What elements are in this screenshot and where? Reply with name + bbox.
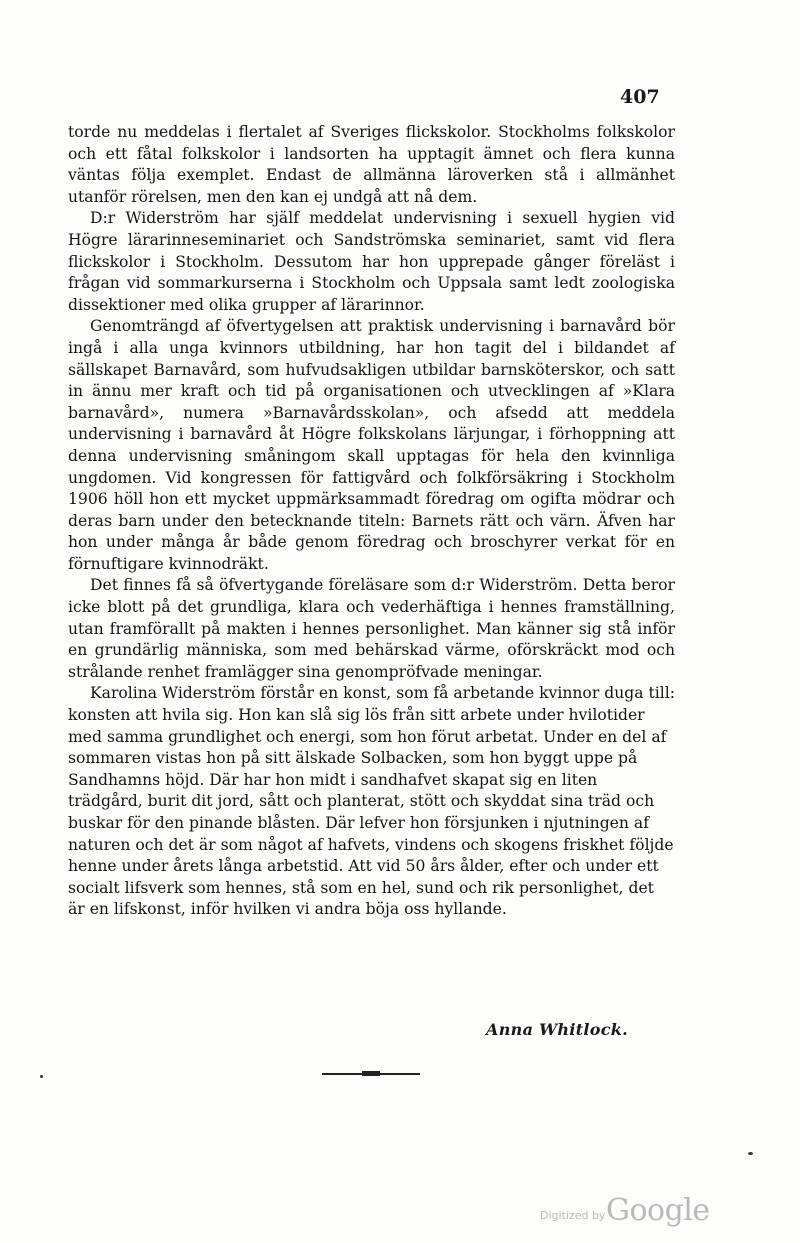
section-end-ornament <box>322 1071 420 1077</box>
paragraph-3: Genomträngd af öfvertygelsen att praktisk undervisning i barnavård bör ingå i alla unga kvinnors utbildning, har hon tagit del i bildandet af sällskapet Barnavård, som hufvudsakligen utbildar barnsköterskor, och satt in ännu mer kraft och tid på organisationen och utvecklingen af »Klara barnavård», numera »Barnavårdsskolan», och afsedd att meddela undervisning i barnavård åt Högre folkskolans lärjungar, i förhoppning att denna undervisning småningom skall upptagas för hela den kvinnliga ungdomen. Vid kongressen för fattigvård och folkförsäkring i Stockholm 1906 höll hon ett mycket uppmärksammadt föredrag om ogifta mödrar och deras barn under den betecknande titeln: Barnets rätt och värn. Äfven har hon under många år både genom föredrag och broschyrer verkat för en förnuftigare kvinnodräkt. <box>68 317 675 573</box>
paragraph-4: Det finnes få så öfvertygande föreläsare som d:r Widerström. Detta beror icke blott på det grundliga, klara och vederhäftiga i hennes framställning, utan framförallt på makten i hennes personlighet. Man känner sig stå inför en grundärlig människa, som med behärskad värme, oförskräckt mod och strålande renhet framlägger sina genompröfvade meningar. <box>68 576 675 681</box>
watermark-prefix: Digitized by <box>540 1209 606 1222</box>
ornament-dash <box>362 1071 380 1076</box>
body-text <box>68 122 675 921</box>
watermark-brand-logo: Google <box>606 1193 710 1228</box>
print-speck <box>40 1075 43 1078</box>
paragraph-1: torde nu meddelas i flertalet af Sveriges flickskolor. Stockholms folkskolor och ett fåtal folkskolor i landsorten ha upptagit ämnet och flera kunna väntas följa exemplet. Endast de allmänna läroverken stå i allmänhet utanför rörelsen, men den kan ej undgå att nå dem. <box>68 123 675 206</box>
paragraph-5: Karolina Widerström förstår en konst, som få arbetande kvinnor duga till: konsten att hvila sig. Hon kan slå sig lös från sitt arbete under hvilotider med samma grundlighet och energi, som hon förut arbetat. Under en del af sommaren vistas hon på sitt älskade Solbacken, som hon byggt uppe på Sandhamns höjd. Där har hon midt i sandhafvet skapat sig en liten trädgård, burit dit jord, sått och planterat, stött och skyddat sina träd och buskar för den pinande blåsten. Där lefver hon försjunken i njutningen af naturen och det är som något af hafvets, vindens och skogens friskhet följde henne under årets långa arbetstid. Att vid 50 års ålder, efter och under ett socialt lifsverk som hennes, stå som en hel, sund och rik personlighet, det är en lifskonst, inför hvilken vi andra böja oss hyllande. <box>68 684 675 919</box>
digitized-watermark <box>540 1188 710 1228</box>
print-speck <box>748 1152 753 1155</box>
page-number: 407 <box>620 86 660 108</box>
author-signature: Anna Whitlock. <box>486 1020 629 1039</box>
paragraph-2: D:r Widerström har själf meddelat undervisning i sexuell hygien vid Högre lärarinneseminariet och Sandströmska seminariet, samt vid flera flickskolor i Stockholm. Dessutom har hon upprepade gånger föreläst i frågan vid sommarkurserna i Stockholm och Uppsala samt ledt zoologiska dissektioner med olika grupper af lärarinnor. <box>68 209 675 314</box>
